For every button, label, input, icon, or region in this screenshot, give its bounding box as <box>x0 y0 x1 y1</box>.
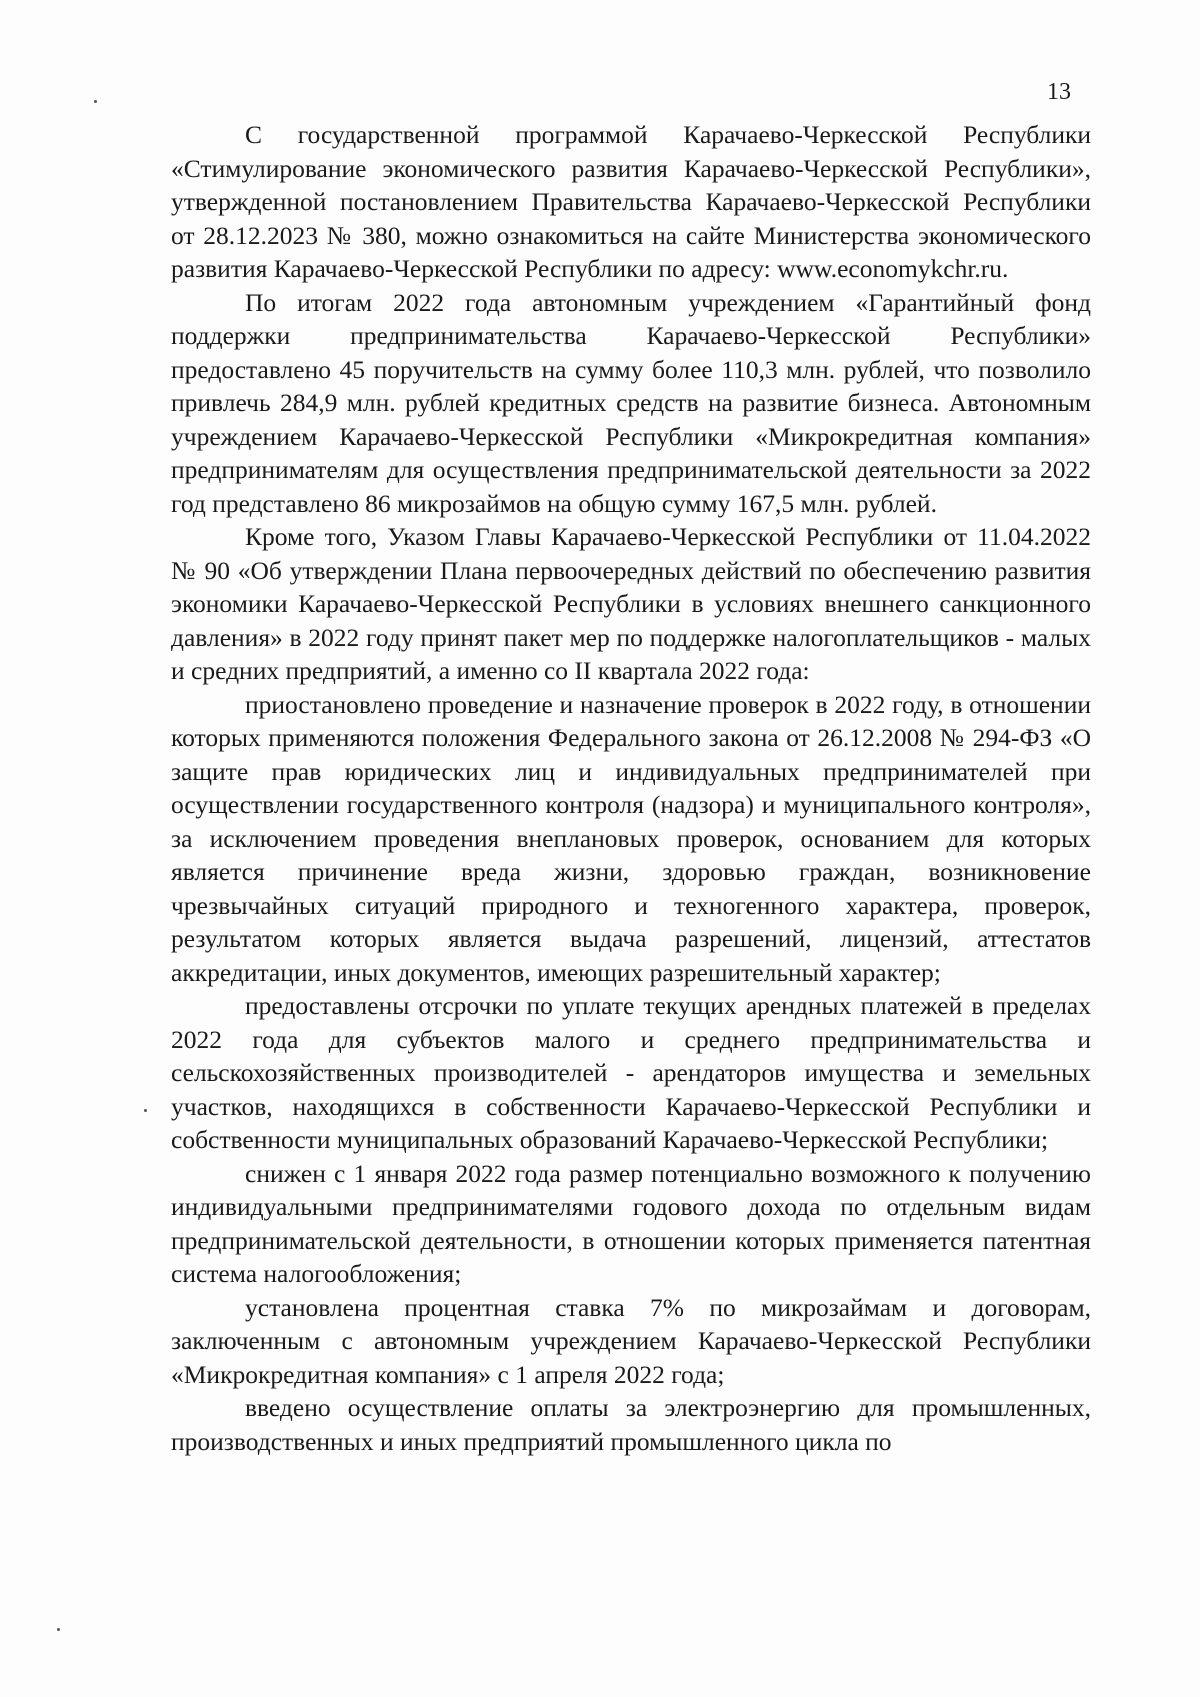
paragraph-microloans: установлена процентная ставка 7% по микрозаймам и договорам, заключенным с автономным учреждением Карачаево-Черкесской Республики «Микрокредитная компания» с 1 апреля 2022 года; <box>171 1292 1091 1389</box>
page-number: 13 <box>1047 79 1071 105</box>
paragraph-rent-deferral: предоставлены отсрочки по уплате текущих арендных платежей в пределах 2022 года для субъектов малого и среднего предпринимательства и сельскохозяйственных производителей - арендаторов имущества и земельных участков, находящихся в собственности Карачаево-Черкесской Республики и собственности муниципальных образований Карачаево-Черкесской Республики; <box>171 991 1091 1154</box>
paragraph-patent: снижен с 1 января 2022 года размер потенциально возможного к получению индивидуальными предпринимателями годового дохода по отдельным видам предпринимательской деятельности, в отношении которых применяется патентная система налогообложения; <box>171 1158 1091 1288</box>
scan-speck <box>57 1628 60 1631</box>
scan-speck <box>144 1109 147 1112</box>
paragraph-program: С государственной программой Карачаево-Черкесской Республики «Стимулирование экономического развития Карачаево-Черкесской Республики», утвержденной постановлением Правительства Карачаево-Черкесской Республики от 28.12.2023 № 380, можно ознакомиться на сайте Министерства экономического развития Карачаево-Черкесской Республики по адресу: www.economykchr.ru. <box>171 120 1091 283</box>
paragraph-decree: Кроме того, Указом Главы Карачаево-Черкесской Республики от 11.04.2022 № 90 «Об утверждении Плана первоочередных действий по обеспечению развития экономики Карачаево-Черкесской Республики в условиях внешнего санкционного давления» в 2022 году принят пакет мер по поддержке налогоплательщиков - малых и средних предприятий, а именно со II квартала 2022 года: <box>171 522 1091 685</box>
document-body <box>171 118 1091 1458</box>
paragraph-guarantee-fund: По итогам 2022 года автономным учреждением «Гарантийный фонд поддержки предпринимательства Карачаево-Черкесской Республики» предоставлено 45 поручительств на сумму более 110,3 млн. рублей, что позволило привлечь 284,9 млн. рублей кредитных средств на развитие бизнеса. Автономным учреждением Карачаево-Черкесской Республики «Микрокредитная компания» предпринимателям для осуществления предпринимательской деятельности за 2022 год представлено 86 микрозаймов на общую сумму 167,5 млн. рублей. <box>171 287 1091 518</box>
paragraph-inspections: приостановлено проведение и назначение проверок в 2022 году, в отношении которых применяются положения Федерального закона от 26.12.2008 № 294-ФЗ «О защите прав юридических лиц и индивидуальных предпринимателей при осуществлении государственного контроля (надзора) и муниципального контроля», за исключением проведения внеплановых проверок, основанием для которых является причинение вреда жизни, здоровью граждан, возникновение чрезвычайных ситуаций природного и техногенного характера, проверок, результатом которых является выдача разрешений, лицензий, аттестатов аккредитации, иных документов, имеющих разрешительный характер; <box>171 689 1091 987</box>
scan-speck <box>94 100 97 103</box>
paragraph-electricity: введено осуществление оплаты за электроэнергию для промышленных, производственных и иных предприятий промышленного цикла по <box>171 1393 1091 1456</box>
